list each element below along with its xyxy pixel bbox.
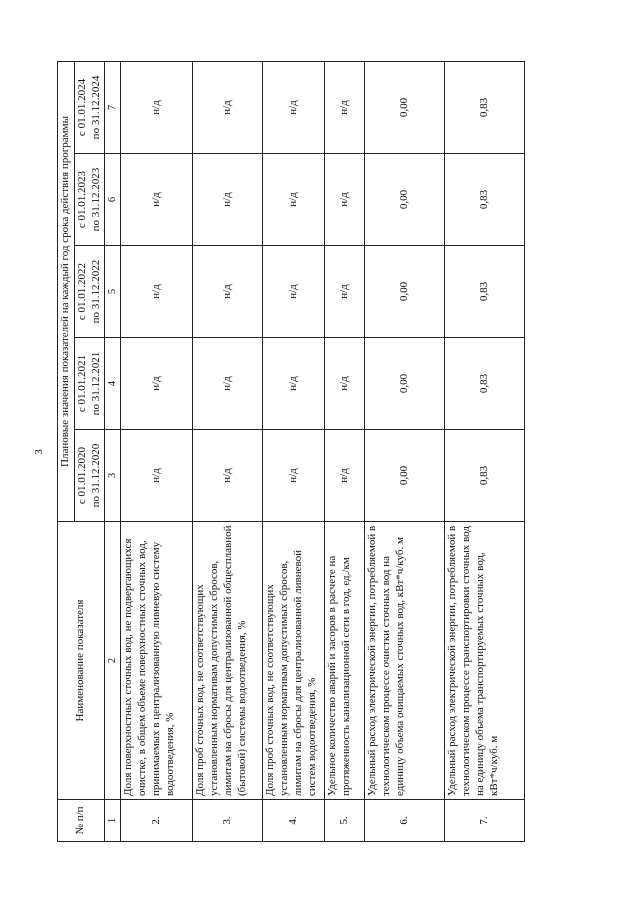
row-value: н/д [121, 246, 193, 338]
table-row [263, 61, 325, 841]
row-name: Удельное количество аварий и засоров в расчете на протяженность канализационной сети в год, ед./км [325, 522, 365, 800]
table-row [193, 61, 263, 841]
row-num: 3. [193, 800, 263, 842]
row-value: 0,00 [365, 430, 445, 522]
col-number: 2 [105, 522, 121, 800]
row-value: н/д [193, 338, 263, 430]
row-value: н/д [263, 246, 325, 338]
row-value: 0,00 [365, 154, 445, 246]
row-value: 0,83 [445, 61, 525, 153]
header-plan: Плановые значения показателей на каждый год срока действия программы [58, 61, 75, 521]
row-value: н/д [263, 338, 325, 430]
row-value: н/д [193, 430, 263, 522]
row-num: 5. [325, 800, 365, 842]
row-value: н/д [325, 246, 365, 338]
row-name: Удельный расход электрической энергии, потребляемой в технологическом процессе очистки сточных вод на единицу объема очищаемых сточных вод, кВт*ч/куб. м [365, 522, 445, 800]
row-value: н/д [193, 154, 263, 246]
row-value: н/д [193, 246, 263, 338]
col-number: 5 [105, 246, 121, 338]
row-value: 0,83 [445, 430, 525, 522]
row-value: н/д [325, 61, 365, 153]
row-value: н/д [121, 430, 193, 522]
rotated-table-container [57, 62, 517, 842]
row-num: 2. [121, 800, 193, 842]
row-name: Удельный расход электрической энергии, потребляемой в технологическом процессе транспортировки сточных вод на единицу объема транспортируемых сточных вод, кВт*ч/куб. м [445, 522, 525, 800]
row-num: 6. [365, 800, 445, 842]
row-value: н/д [325, 338, 365, 430]
row-value: 0,83 [445, 246, 525, 338]
row-name: Доля поверхностных сточных вод, не подвергающихся очистке, в общем объеме поверхностных сточных вод, принимаемых в централизованную ливневую систему водоотведения, % [121, 522, 193, 800]
row-value: 0,00 [365, 61, 445, 153]
column-number-row [105, 61, 121, 841]
col-number: 7 [105, 61, 121, 153]
page-number: 3 [32, 449, 45, 455]
row-value: н/д [325, 154, 365, 246]
table-row [121, 61, 193, 841]
row-name: Доля проб сточных вод, не соответствующих установленным нормативам допустимых сбросов, лимитам на сбросы для централизованной общесплавной (бытовой) системы водоотведения, % [193, 522, 263, 800]
row-value: н/д [325, 430, 365, 522]
row-value: н/д [263, 61, 325, 153]
header-num: № п/п [58, 800, 105, 842]
table-row [365, 61, 445, 841]
indicators-table [57, 61, 525, 842]
row-value: н/д [263, 430, 325, 522]
col-number: 1 [105, 800, 121, 842]
header-year-2024: с 01.01.2024 по 31.12.2024 [74, 61, 105, 153]
row-value: н/д [121, 61, 193, 153]
col-number: 3 [105, 430, 121, 522]
table-row [445, 61, 525, 841]
header-year-2022: с 01.01.2022 по 31.12.2022 [74, 246, 105, 338]
row-value: н/д [263, 154, 325, 246]
row-num: 7. [445, 800, 525, 842]
row-num: 4. [263, 800, 325, 842]
row-value: н/д [121, 338, 193, 430]
row-name: Доля проб сточных вод, не соответствующих установленным нормативам допустимых сбросов, лимитам на сбросы для централизованной ливневой систем водоотведения, % [263, 522, 325, 800]
row-value: н/д [121, 154, 193, 246]
row-value: 0,00 [365, 246, 445, 338]
header-year-2023: с 01.01.2023 по 31.12.2023 [74, 154, 105, 246]
row-value: 0,83 [445, 338, 525, 430]
col-number: 4 [105, 338, 121, 430]
header-year-2020: с 01.01.2020 по 31.12.2020 [74, 430, 105, 522]
col-number: 6 [105, 154, 121, 246]
row-value: 0,83 [445, 154, 525, 246]
row-value: н/д [193, 61, 263, 153]
row-value: 0,00 [365, 338, 445, 430]
header-name: Наименование показателя [58, 522, 105, 800]
table-row [325, 61, 365, 841]
header-year-2021: с 01.01.2021 по 31.12.2021 [74, 338, 105, 430]
